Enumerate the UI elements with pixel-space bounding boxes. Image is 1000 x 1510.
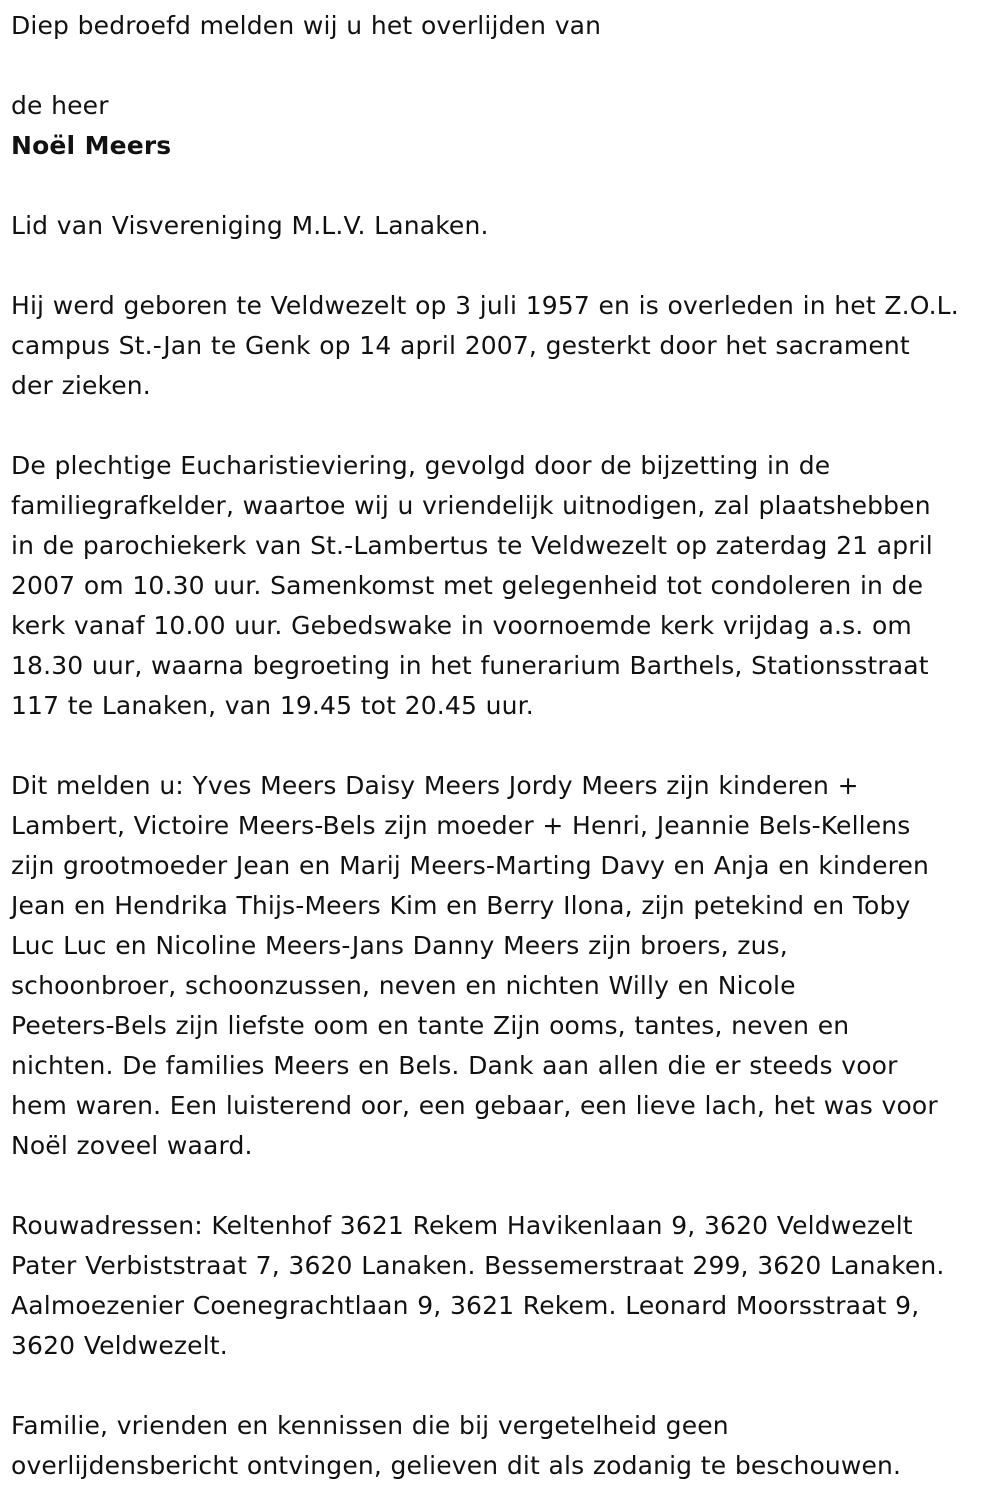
- paragraph-line: De plechtige Eucharistieviering, gevolgd door de bijzetting in de: [11, 451, 831, 480]
- paragraph-line: Aalmoezenier Coenegrachtlaan 9, 3621 Rekem. Leonard Moorsstraat 9,: [11, 1291, 920, 1320]
- obituary-document: [11, 6, 996, 1486]
- paragraph-line: in de parochiekerk van St.-Lambertus te Veldwezelt op zaterdag 21 april: [11, 531, 933, 560]
- paragraph-line: 117 te Lanaken, van 19.45 tot 20.45 uur.: [11, 691, 534, 720]
- membership-text: Lid van Visvereniging M.L.V. Lanaken.: [11, 211, 489, 240]
- intro-text: Diep bedroefd melden wij u het overlijden van: [11, 11, 602, 40]
- spacer: [11, 246, 996, 286]
- title-prefix: de heer: [11, 91, 109, 120]
- addresses-paragraph: [11, 1206, 996, 1366]
- paragraph-line: Pater Verbiststraat 7, 3620 Lanaken. Bessemerstraat 299, 3620 Lanaken.: [11, 1251, 945, 1280]
- spacer: [11, 166, 996, 206]
- paragraph-line: Hij werd geboren te Veldwezelt op 3 juli 1957 en is overleden in het Z.O.L.: [11, 291, 959, 320]
- paragraph-line: Jean en Hendrika Thijs-Meers Kim en Berry Ilona, zijn petekind en Toby: [11, 891, 911, 920]
- paragraph-line: campus St.-Jan te Genk op 14 april 2007, gesterkt door het sacrament: [11, 331, 910, 360]
- birth-death-paragraph: [11, 286, 996, 406]
- paragraph-line: familiegrafkelder, waartoe wij u vriendelijk uitnodigen, zal plaatshebben: [11, 491, 931, 520]
- paragraph-line: zijn grootmoeder Jean en Marij Meers-Marting Davy en Anja en kinderen: [11, 851, 930, 880]
- paragraph-line: Noël zoveel waard.: [11, 1131, 253, 1160]
- spacer: [11, 1366, 996, 1406]
- paragraph-line: nichten. De families Meers en Bels. Dank aan allen die er steeds voor: [11, 1051, 898, 1080]
- spacer: [11, 726, 996, 766]
- paragraph-line: overlijdensbericht ontvingen, gelieven dit als zodanig te beschouwen.: [11, 1451, 902, 1480]
- paragraph-line: 18.30 uur, waarna begroeting in het funerarium Barthels, Stationsstraat: [11, 651, 929, 680]
- paragraph-line: hem waren. Een luisterend oor, een gebaar, een lieve lach, het was voor: [11, 1091, 938, 1120]
- paragraph-line: Peeters-Bels zijn liefste oom en tante Zijn ooms, tantes, neven en: [11, 1011, 850, 1040]
- paragraph-line: der zieken.: [11, 371, 151, 400]
- paragraph-line: schoonbroer, schoonzussen, neven en nichten Willy en Nicole: [11, 971, 796, 1000]
- ceremony-paragraph: [11, 446, 996, 726]
- paragraph-line: kerk vanaf 10.00 uur. Gebedswake in voornoemde kerk vrijdag a.s. om: [11, 611, 912, 640]
- deceased-name: Noël Meers: [11, 131, 172, 160]
- closing-paragraph: [11, 1406, 996, 1486]
- spacer: [11, 406, 996, 446]
- spacer: [11, 1166, 996, 1206]
- paragraph-line: 2007 om 10.30 uur. Samenkomst met gelegenheid tot condoleren in de: [11, 571, 924, 600]
- paragraph-line: Familie, vrienden en kennissen die bij vergetelheid geen: [11, 1411, 729, 1440]
- paragraph-line: Luc Luc en Nicoline Meers-Jans Danny Meers zijn broers, zus,: [11, 931, 788, 960]
- family-paragraph: [11, 766, 996, 1166]
- paragraph-line: 3620 Veldwezelt.: [11, 1331, 228, 1360]
- paragraph-line: Rouwadressen: Keltenhof 3621 Rekem Havikenlaan 9, 3620 Veldwezelt: [11, 1211, 913, 1240]
- spacer: [11, 46, 996, 86]
- paragraph-line: Dit melden u: Yves Meers Daisy Meers Jordy Meers zijn kinderen +: [11, 771, 859, 800]
- paragraph-line: Lambert, Victoire Meers-Bels zijn moeder + Henri, Jeannie Bels-Kellens: [11, 811, 911, 840]
